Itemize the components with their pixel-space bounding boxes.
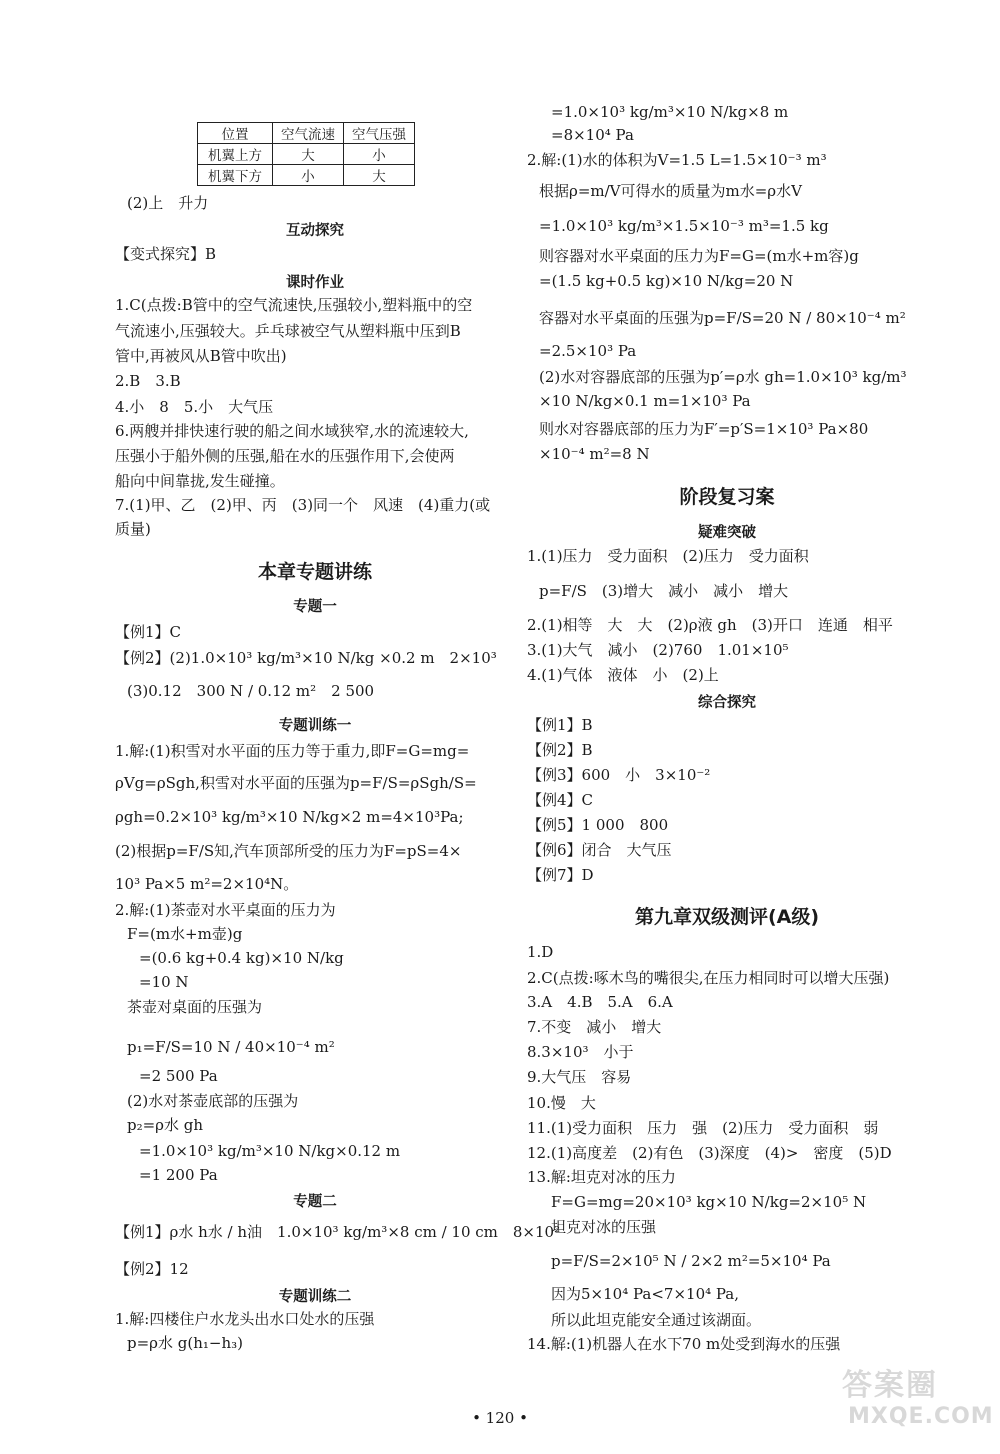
text-line: p=F/S=2×10⁵ N / 2×2 m²=5×10⁴ Pa bbox=[551, 1252, 831, 1270]
text-line: (2)根据p=F/S知,汽车顶部所受的压力为F=pS=4× bbox=[115, 842, 462, 860]
text-line: 3.(1)大气 减小 (2)760 1.01×10⁵ bbox=[527, 641, 789, 659]
watermark-url: MXQE.COM bbox=[848, 1404, 994, 1429]
text-line: =(0.6 kg+0.4 kg)×10 N/kg bbox=[139, 949, 344, 967]
text-line: F=(m水+m壶)g bbox=[127, 925, 243, 943]
text-line: 容器对水平桌面的压强为p=F/S=20 N / 80×10⁻⁴ m² bbox=[539, 309, 906, 327]
table-cell: 机翼下方 bbox=[198, 165, 273, 186]
table-cell: 位置 bbox=[198, 123, 273, 144]
text-line: 1.(1)压力 受力面积 (2)压力 受力面积 bbox=[527, 547, 809, 565]
text-line: 【例5】1 000 800 bbox=[527, 816, 669, 834]
section-heading: 综合探究 bbox=[698, 695, 756, 711]
text-line: 【例2】B bbox=[527, 741, 593, 759]
text-line: =2.5×10³ Pa bbox=[539, 342, 637, 360]
text-line: 4.小 8 5.小 大气压 bbox=[115, 398, 274, 416]
table-cell: 小 bbox=[273, 165, 344, 186]
chapter-heading: 第九章双级测评(A级) bbox=[634, 906, 820, 928]
text-line: (2)水对容器底部的压强为p′=ρ水 gh=1.0×10³ kg/m³ bbox=[539, 368, 907, 386]
text-line: ρgh=0.2×10³ kg/m³×10 N/kg×2 m=4×10³Pa; bbox=[115, 808, 464, 826]
text-line: 【例2】12 bbox=[115, 1260, 189, 1278]
text-line: ρVg=ρSgh,积雪对水平面的压强为p=F/S=ρSgh/S= bbox=[115, 774, 477, 792]
text-line: =10 N bbox=[139, 973, 189, 991]
table-cell: 大 bbox=[344, 165, 415, 186]
text-line: (2)上 升力 bbox=[127, 194, 209, 212]
text-line: 根据ρ=m/V可得水的质量为m水=ρ水V bbox=[539, 182, 802, 200]
text-line: 10.慢 大 bbox=[527, 1094, 596, 1112]
text-line: 气流速小,压强较大。乒乓球被空气从塑料瓶中压到B bbox=[115, 322, 461, 340]
text-line: 2.B 3.B bbox=[115, 372, 181, 390]
text-line: 茶壶对桌面的压强为 bbox=[127, 998, 263, 1016]
text-line: 8.3×10³ 小于 bbox=[527, 1043, 634, 1061]
text-line: ×10⁻⁴ m²=8 N bbox=[539, 445, 650, 463]
text-line: 【例2】(2)1.0×10³ kg/m³×10 N/kg ×0.2 m 2×10³ bbox=[115, 649, 497, 667]
text-line: 则容器对水平桌面的压力为F=G=(m水+m容)g bbox=[539, 247, 859, 265]
text-line: 管中,再被风从B管中吹出) bbox=[115, 347, 287, 365]
page-number: • 120 • bbox=[472, 1409, 528, 1427]
text-line: =2 500 Pa bbox=[139, 1067, 218, 1085]
section-heading: 互动探究 bbox=[286, 223, 344, 239]
text-line: 13.解:坦克对冰的压力 bbox=[527, 1168, 676, 1186]
text-line: =8×10⁴ Pa bbox=[551, 126, 634, 144]
text-line: 2.解:(1)水的体积为V=1.5 L=1.5×10⁻³ m³ bbox=[527, 151, 827, 169]
table-cell: 空气流速 bbox=[273, 123, 344, 144]
text-line: ×10 N/kg×0.1 m=1×10³ Pa bbox=[539, 392, 751, 410]
text-line: p=F/S (3)增大 减小 减小 增大 bbox=[539, 582, 789, 600]
table-header-row bbox=[198, 123, 415, 144]
text-line: (3)0.12 300 N / 0.12 m² 2 500 bbox=[127, 682, 375, 700]
text-line: 7.不变 减小 增大 bbox=[527, 1018, 662, 1036]
text-line: 【例1】B bbox=[527, 716, 593, 734]
text-line: F=G=mg=20×10³ kg×10 N/kg=2×10⁵ N bbox=[551, 1193, 867, 1211]
text-line: =(1.5 kg+0.5 kg)×10 N/kg=20 N bbox=[539, 272, 794, 290]
text-line: p=ρ水 g(h₁−h₃) bbox=[127, 1334, 243, 1352]
text-line: 9.大气压 容易 bbox=[527, 1068, 632, 1086]
table-row bbox=[198, 144, 415, 165]
text-line: 1.C(点拨:B管中的空气流速快,压强较小,塑料瓶中的空 bbox=[115, 296, 473, 314]
text-line: 船向中间靠拢,发生碰撞。 bbox=[115, 472, 285, 490]
text-line: 因为5×10⁴ Pa<7×10⁴ Pa, bbox=[551, 1285, 740, 1303]
text-line: 则水对容器底部的压力为F′=p′S=1×10³ Pa×80 bbox=[539, 420, 869, 438]
text-line: 所以此坦克能安全通过该湖面。 bbox=[551, 1311, 762, 1329]
text-line: 11.(1)受力面积 压力 强 (2)压力 受力面积 弱 bbox=[527, 1119, 879, 1137]
text-line: =1 200 Pa bbox=[139, 1166, 218, 1184]
section-heading: 专题二 bbox=[293, 1194, 337, 1210]
text-line: 【例1】ρ水 h水 / h油 1.0×10³ kg/m³×8 cm / 10 cm 8×10² bbox=[115, 1223, 561, 1241]
text-line: =1.0×10³ kg/m³×1.5×10⁻³ m³=1.5 kg bbox=[539, 217, 829, 235]
text-line: 1.解:(1)积雪对水平面的压力等于重力,即F=G=mg= bbox=[115, 742, 470, 760]
watermark-text: 答案圈 bbox=[842, 1368, 938, 1403]
table-cell: 大 bbox=[273, 144, 344, 165]
section-heading: 课时作业 bbox=[286, 275, 344, 291]
text-line: 7.(1)甲、乙 (2)甲、丙 (3)同一个 风速 (4)重力(或 bbox=[115, 496, 491, 514]
text-line: p₂=ρ水 gh bbox=[127, 1116, 204, 1134]
text-line: 【例1】C bbox=[115, 623, 182, 641]
text-line: =1.0×10³ kg/m³×10 N/kg×0.12 m bbox=[139, 1142, 401, 1160]
text-line: 1.D bbox=[527, 943, 554, 961]
text-line: 2.解:(1)茶壶对水平桌面的压力为 bbox=[115, 901, 336, 919]
text-line: 12.(1)高度差 (2)有色 (3)深度 (4)> 密度 (5)D bbox=[527, 1144, 892, 1162]
chapter-heading: 阶段复习案 bbox=[679, 486, 775, 508]
text-line: (2)水对茶壶底部的压强为 bbox=[127, 1092, 299, 1110]
text-line: 2.(1)相等 大 大 (2)ρ液 gh (3)开口 连通 相平 bbox=[527, 616, 893, 634]
text-line: 6.两艘并排快速行驶的船之间水域狭窄,水的流速较大, bbox=[115, 422, 469, 440]
table-cell: 空气压强 bbox=[344, 123, 415, 144]
text-line: 【例6】闭合 大气压 bbox=[527, 841, 672, 859]
chapter-heading: 本章专题讲练 bbox=[257, 561, 372, 583]
section-heading: 疑难突破 bbox=[698, 525, 756, 541]
airflow-table bbox=[197, 122, 415, 186]
text-line: 【变式探究】B bbox=[115, 245, 217, 263]
text-line: 10³ Pa×5 m²=2×10⁴N。 bbox=[115, 875, 299, 893]
text-line: 【例3】600 小 3×10⁻² bbox=[527, 766, 711, 784]
table-cell: 机翼上方 bbox=[198, 144, 273, 165]
text-line: 坦克对冰的压强 bbox=[551, 1218, 657, 1236]
text-line: 1.解:四楼住户水龙头出水口处水的压强 bbox=[115, 1310, 375, 1328]
text-line: 【例4】C bbox=[527, 791, 594, 809]
table-row bbox=[198, 165, 415, 186]
table-cell: 小 bbox=[344, 144, 415, 165]
text-line: 【例7】D bbox=[527, 866, 594, 884]
section-heading: 专题训练一 bbox=[278, 718, 352, 734]
text-line: 压强小于船外侧的压强,船在水的压强作用下,会使两 bbox=[115, 447, 455, 465]
section-heading: 专题训练二 bbox=[278, 1289, 352, 1305]
text-line: 3.A 4.B 5.A 6.A bbox=[527, 993, 673, 1011]
text-line: 质量) bbox=[115, 520, 151, 538]
text-line: =1.0×10³ kg/m³×10 N/kg×8 m bbox=[551, 103, 789, 121]
text-line: 14.解:(1)机器人在水下70 m处受到海水的压强 bbox=[527, 1335, 841, 1353]
text-line: 4.(1)气体 液体 小 (2)上 bbox=[527, 666, 719, 684]
text-line: 2.C(点拨:啄木鸟的嘴很尖,在压力相同时可以增大压强) bbox=[527, 969, 890, 987]
watermark-logo bbox=[842, 1360, 994, 1440]
section-heading: 专题一 bbox=[293, 599, 337, 615]
text-line: p₁=F/S=10 N / 40×10⁻⁴ m² bbox=[127, 1038, 335, 1056]
